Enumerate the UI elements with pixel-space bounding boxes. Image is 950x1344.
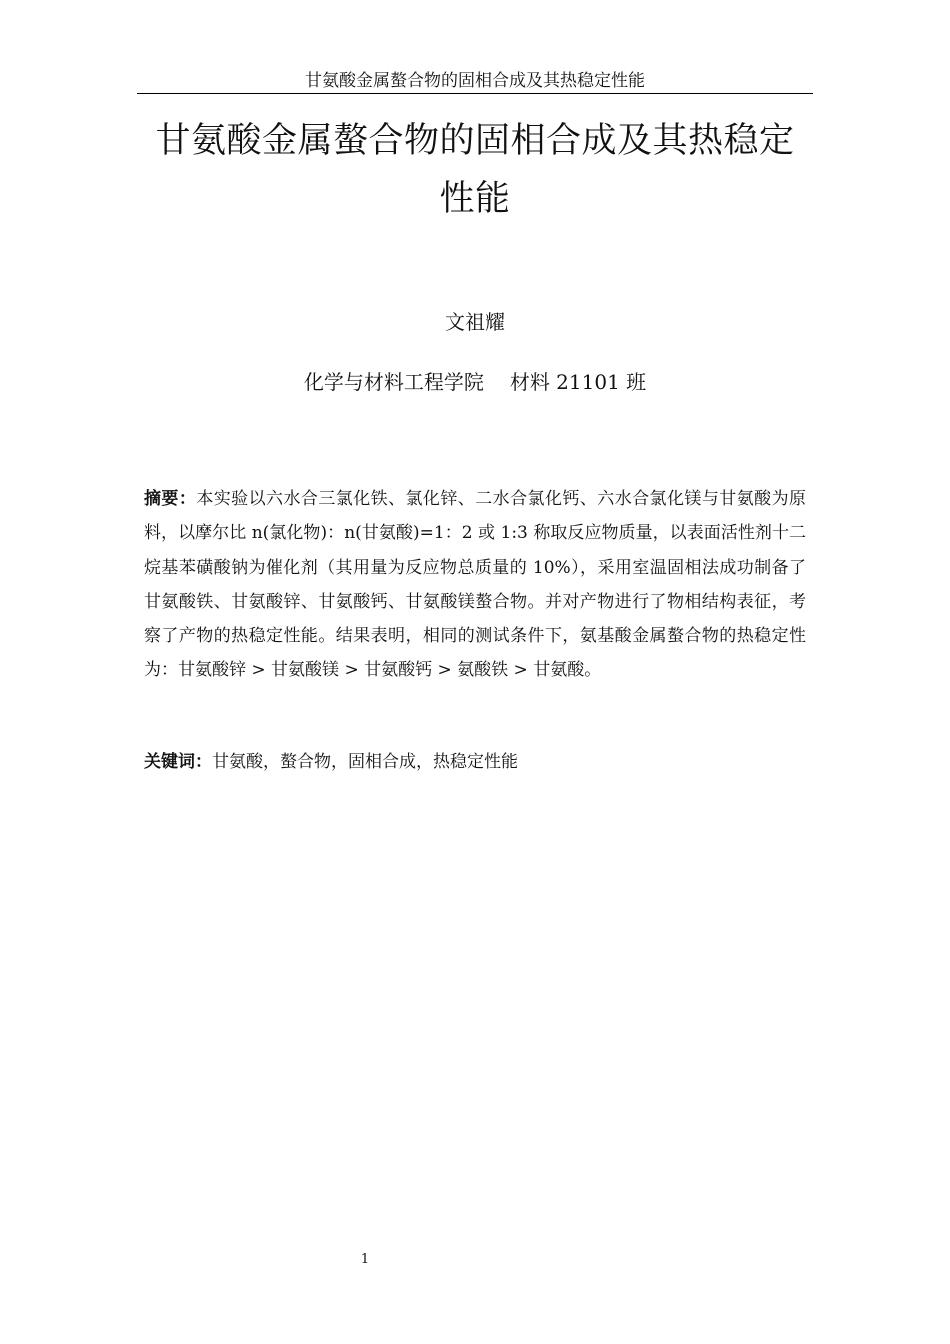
header-rule xyxy=(137,93,813,94)
class-name: 材料 21101 班 xyxy=(509,370,647,394)
keywords-label: 关键词： xyxy=(144,752,212,772)
abstract-text: 本实验以六水合三氯化铁、氯化锌、二水合氯化钙、六水合氯化镁与甘氨酸为原料，以摩尔比 n(氯化物)：n(甘氨酸)=1：2 或 1:3 称取反应物质量，以表面活性剂十二烷基苯磺酸钠为催化剂（其用量为反应物总质量的 10%），采用室温固相法成功制备了甘氨酸铁、甘氨酸锌、甘氨酸钙、甘氨酸镁螯合物。并对产物进行了物相结构表征，考察了产物的热稳定性能。结果表明，相同的测试条件下，氨基酸金属螯合物的热稳定性为：甘氨酸锌 > 甘氨酸镁 > 甘氨酸钙 > 氨酸铁 > 甘氨酸。 xyxy=(144,489,807,681)
school-name: 化学与材料工程学院 xyxy=(303,370,484,394)
document-title xyxy=(137,112,813,228)
page-number: 1 xyxy=(360,1252,370,1267)
abstract-paragraph xyxy=(144,482,806,688)
title-line-1: 甘氨酸金属螯合物的固相合成及其热稳定 xyxy=(155,121,795,161)
title-line-2: 性能 xyxy=(439,179,511,219)
affiliation xyxy=(137,368,813,396)
running-header: 甘氨酸金属螯合物的固相合成及其热稳定性能 xyxy=(305,71,645,91)
author-name: 文祖耀 xyxy=(445,310,505,334)
keywords-text: 甘氨酸，螯合物，固相合成，热稳定性能 xyxy=(212,752,518,772)
keywords-paragraph xyxy=(144,746,806,778)
abstract-label: 摘要： xyxy=(144,489,197,509)
